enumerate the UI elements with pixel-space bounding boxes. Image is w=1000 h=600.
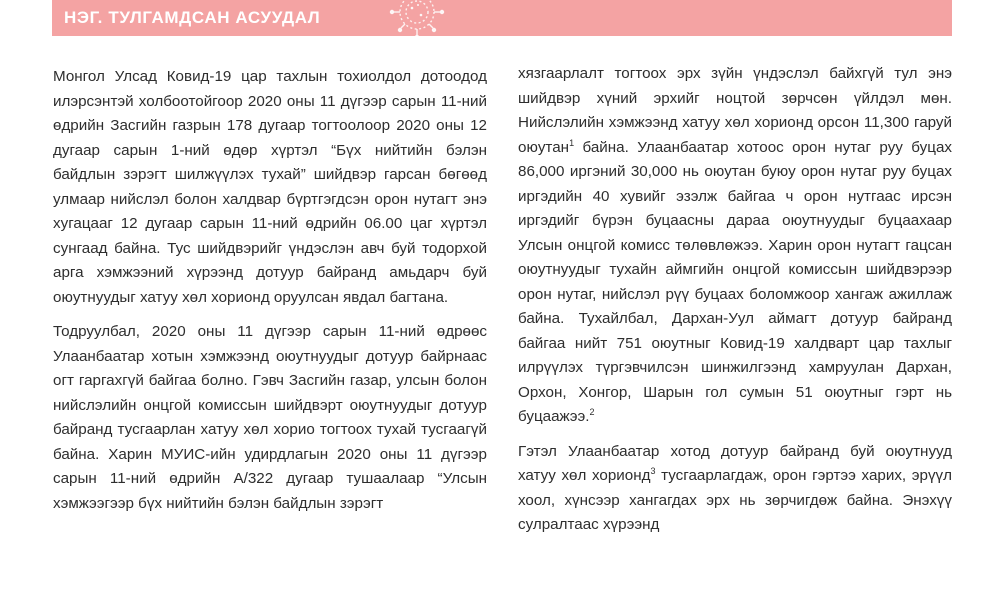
right-paragraph-2-part-a: Гэтэл Улаанбаатар хотод дотуур байранд буй оюутнууд хатуу хөл хорионд [518, 442, 952, 484]
right-paragraph-2 [518, 440, 952, 538]
footnote-ref-2[interactable]: 2 [589, 406, 595, 417]
right-paragraph-1-part-a: хязгаарлалт тогтоох эрх зүйн үндэслэл байхгүй тул энэ шийдвэр хүний эрхийг ноцтой зөрчсөн үйлдэл мөн. Нийслэлийн хэмжээнд хатуу хөл хорионд орсон 11,300 гаруй оюутан [518, 65, 952, 156]
right-paragraph-1 [518, 62, 952, 430]
virus-decoration-icon [382, 0, 452, 36]
left-column [53, 65, 487, 526]
right-paragraph-1-part-b: байна. Улаанбаатар хотоос орон нутаг руу буцах 86,000 иргэний 30,000 нь оюутан буюу орон нутаг руу буцах иргэдийн 40 хувийг эзэлж байгаа ч орон нутгаас ирсэн иргэдийг бүрэн буцаасны дараа оюутнуудыг буцаахаар Улсын онцгой комисс төлөвлөжээ. Харин орон нутагт гацсан оюутнуудыг тухайн аймгийн онцгой комиссын шийдвэрээр орон нутаг, нийслэл рүү буцаах боломжоор хангаж ажиллаж байна. Тухайлбал, Дархан-Уул аймагт дотуур байранд байгаа нийт 751 оюутныг Ковид-19 халдварт цар тахлыг илрүүлэх түргэвчилсэн шинжилгээнд хамруулан Дархан, Орхон, Хонгор, Шарын гол сумын 51 оюутныг гэрт нь буцаажээ. [518, 138, 952, 425]
left-paragraph-1: Монгол Улсад Ковид-19 цар тахлын тохиолдол дотоодод илэрсэнтэй холбоотойгоор 2020 оны 11 дүгээр сарын 11-ний өдрийн Засгийн газрын 178 дугаар тогтоолоор 2020 оны 12 дугаар сарын 1-ний өдөр хүртэл “Бүх нийтийн бэлэн байдлын зэрэгт шилжүүлэх тухай” шийдвэр гарсан бөгөөд улмаар нийслэл болон халдвар бүртгэгдсэн орон нутагт энэ хугацааг 12 дугаар сарын 11-ний өдрийн 06.00 цаг хүртэл сунгаад байна. Тус шийдвэрийг үндэслэн авч буй тодорхой арга хэмжээний хүрээнд дотуур байранд амьдарч буй оюутнуудыг хатуу хөл хорионд оруулсан явдал багтана. [53, 68, 487, 306]
right-column [518, 62, 952, 548]
section-header-band [52, 0, 952, 36]
footnote-ref-3[interactable]: 3 [650, 465, 656, 476]
footnote-ref-1[interactable]: 1 [569, 137, 575, 148]
section-title: НЭГ. ТУЛГАМДСАН АСУУДАЛ [64, 8, 321, 27]
left-paragraph-2: Тодруулбал, 2020 оны 11 дүгээр сарын 11-ний өдрөөс Улаанбаатар хотын хэмжээнд оюутнуудыг дотуур байрнаас огт гаргахгүй байгаа болно. Гэвч Засгийн газар, улсын болон нийслэлийн онцгой комиссын шийдвэрт оюутнуудыг дотуур байранд тусгаарлан хатуу хөл хорио тогтоох тухай тусгаагүй байна. Харин МУИС-ийн удирдлагын 2020 оны 11 дүгээр сарын 11-ний өдрийн А/322 дугаар тушаалаар “Улсын хэмжээгээр бүх нийтийн бэлэн байдлын зэрэгт [53, 323, 487, 512]
right-paragraph-2-part-b: тусгаарлагдаж, орон гэртээ харих, эрүүл хоол, хүнсээр хангагдах эрх нь зөрчигдөж байна. Энэхүү сулралтаас хүрээнд [518, 467, 952, 533]
